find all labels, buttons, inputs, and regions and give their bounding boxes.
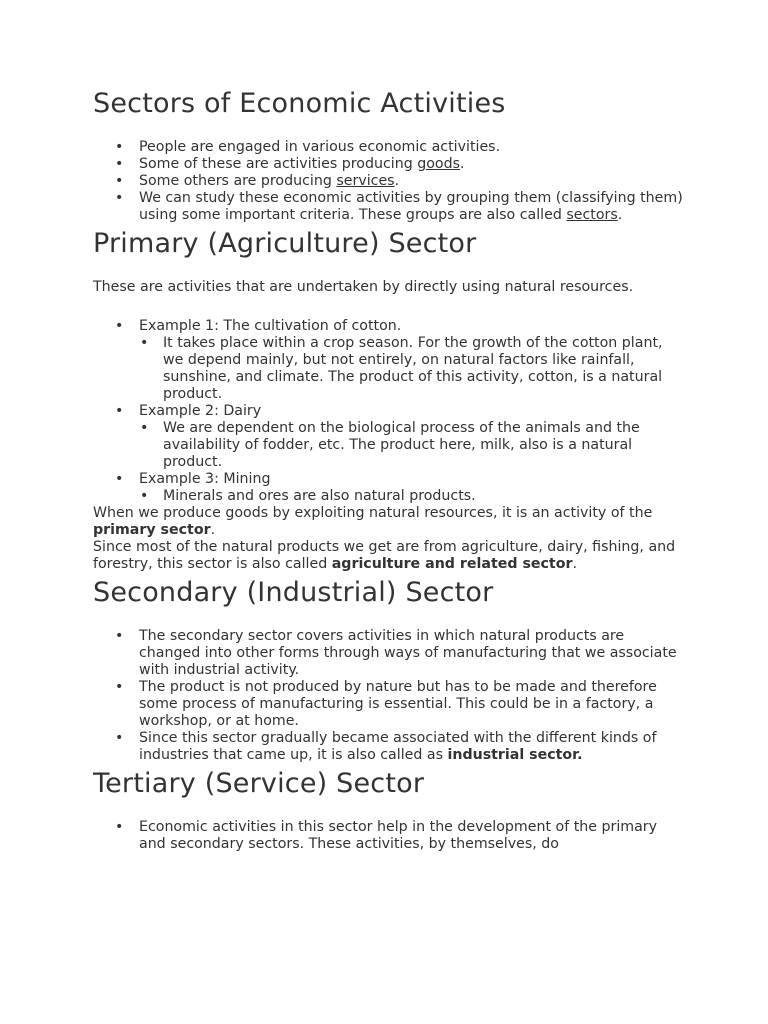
goods-term: goods: [417, 156, 460, 172]
text-span: .: [572, 556, 577, 572]
sub-list-item: • It takes place within a crop season. For the growth of the cotton plant, we depend mainly, but not entirely, on natural factors like rainfall, sunshine, and climate. The product of this activity, cotton, is a natural product.: [139, 335, 683, 403]
text-span: Some of these are activities producing: [139, 156, 418, 172]
list-item: • The secondary sector covers activities in which natural products are changed into other forms through ways of manufacturing that we associate with industrial activity.: [93, 628, 683, 679]
services-term: services: [336, 173, 395, 189]
tertiary-heading: Tertiary (Service) Sector: [93, 768, 425, 799]
secondary-heading: Secondary (Industrial) Sector: [93, 577, 494, 608]
text-span: .: [460, 156, 465, 172]
list-item: [93, 403, 683, 471]
intro-list: [93, 139, 683, 224]
example-label: Example 2: Dairy: [139, 403, 262, 419]
primary-sector-term: primary sector: [93, 522, 211, 538]
list-item: • The product is not produced by nature but has to be made and therefore some process of manufacturing is essential. This could be in a factory, a workshop, or at home.: [93, 679, 683, 730]
sub-list-item: • We are dependent on the biological process of the animals and the availability of fodder, etc. The product here, milk, also is a natural product.: [139, 420, 683, 471]
secondary-list: [93, 628, 683, 764]
text-span: Since most of the natural products we get are from agriculture, dairy, fishing, and forestry, this sector is also called: [93, 539, 676, 572]
list-item: • People are engaged in various economic activities.: [93, 139, 683, 156]
industrial-sector-term: industrial sector.: [447, 747, 583, 763]
list-item: [93, 173, 683, 190]
list-item: [93, 471, 683, 505]
sub-list: [139, 335, 683, 403]
primary-examples-list: [93, 318, 683, 505]
sub-list-item: • Minerals and ores are also natural products.: [139, 488, 683, 505]
primary-intro: These are activities that are undertaken by directly using natural resources.: [93, 279, 634, 295]
tertiary-list: [93, 819, 683, 853]
list-item: [93, 156, 683, 173]
sub-list: [139, 420, 683, 471]
text-span: When we produce goods by exploiting natural resources, it is an activity of the: [93, 505, 653, 521]
list-item: [93, 190, 683, 224]
agriculture-related-term: agriculture and related sector: [331, 556, 573, 572]
text-span: .: [210, 522, 216, 538]
primary-closing-1: [93, 505, 683, 539]
text-span: Since this sector gradually became associated with the different kinds of industries that came up, it is also called as: [139, 730, 657, 763]
text-span: We can study these economic activities by grouping them (classifying them) using some important criteria. These groups are also called: [139, 190, 683, 223]
list-item: • Economic activities in this sector help in the development of the primary and secondary sectors. These activities, by themselves, do: [93, 819, 683, 853]
list-item: [93, 730, 683, 764]
example-label: Example 3: Mining: [139, 471, 271, 487]
text-span: Some others are producing: [139, 173, 337, 189]
primary-closing-2: [93, 539, 683, 573]
sectors-term: sectors: [566, 207, 618, 223]
document-page: [93, 82, 683, 853]
page-title: Sectors of Economic Activities: [93, 88, 506, 119]
list-item: [93, 318, 683, 403]
example-label: Example 1: The cultivation of cotton.: [139, 318, 402, 334]
text-span: .: [394, 173, 400, 189]
primary-heading: Primary (Agriculture) Sector: [93, 228, 477, 259]
sub-list: [139, 488, 683, 505]
text-span: .: [617, 207, 623, 223]
